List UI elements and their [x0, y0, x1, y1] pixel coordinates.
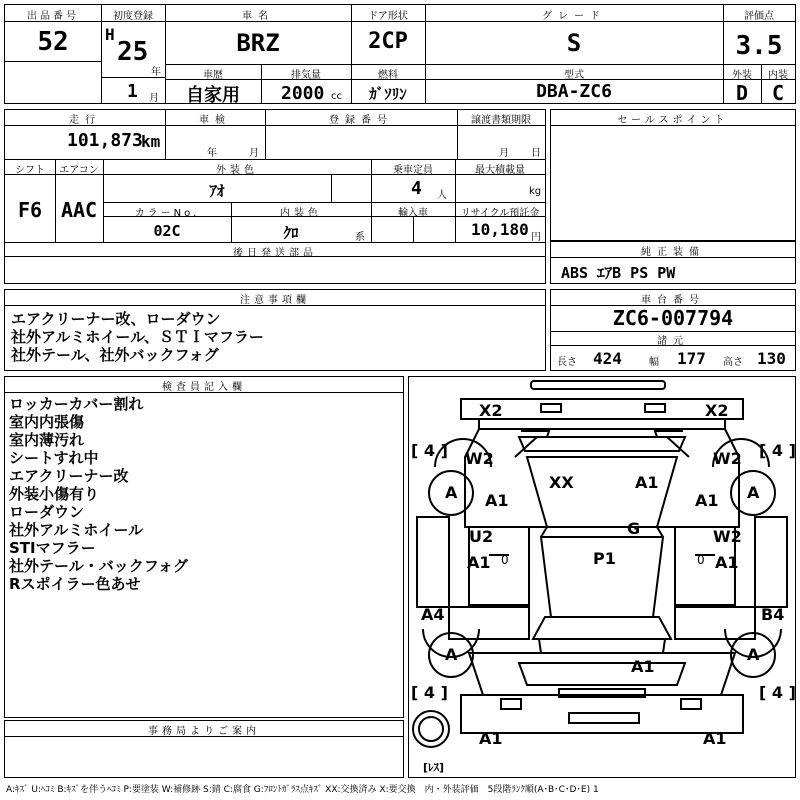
door-type: 2CP	[368, 29, 408, 54]
sales-points-box	[550, 109, 796, 241]
inspector-label: 検査員記入欄	[162, 382, 246, 393]
tire-depth-rr: [ 4 ]	[759, 683, 796, 702]
mark-wheel-fl: A	[445, 483, 458, 502]
inspector-box	[4, 376, 404, 718]
grade: S	[566, 29, 582, 57]
mark-a1-rear-right: A1	[703, 729, 727, 748]
mark-a1-rear-left: A1	[479, 729, 503, 748]
mark-wheel-rl: A	[445, 645, 458, 664]
tire-depth-fr: [ 4 ]	[759, 441, 796, 460]
transfer-label: 譲渡書類期限	[471, 115, 531, 126]
first-reg-month: 1	[127, 81, 138, 102]
inspector-line: 社外テール・バックフォグ	[9, 557, 188, 575]
ac-label: エアコン	[59, 165, 99, 176]
interior-color-unit: 系	[355, 232, 365, 243]
shift-label: シフト	[15, 165, 45, 176]
interior-color-label: 内装色	[280, 208, 322, 219]
load-label: 最大積載量	[475, 165, 525, 176]
mark-zero-left: 0	[501, 553, 509, 567]
mark-w2-rdoor: W2	[713, 527, 742, 546]
recycle-label: リサイクル預託金	[460, 208, 540, 219]
mark-a1-fl: A1	[485, 491, 509, 510]
later-parts-label: 後日発送部品	[233, 248, 317, 259]
mark-wheel-rr: A	[747, 645, 760, 664]
inspector-line: STIマフラー	[9, 539, 96, 557]
first-reg-year: 25	[117, 37, 149, 67]
chassis-box	[550, 289, 796, 371]
mark-w2-fl: W2	[465, 449, 494, 468]
ac: AAC	[60, 198, 98, 222]
transfer-day-unit: 日	[531, 148, 541, 159]
lot-no: 52	[37, 27, 69, 57]
capacity: 4	[411, 178, 422, 199]
car-name: BRZ	[236, 29, 280, 57]
mark-b4-right: B4	[761, 605, 785, 624]
mark-p1-roof: P1	[593, 549, 616, 568]
length: 424	[593, 349, 622, 368]
score-label: 評価点	[744, 11, 774, 22]
recycle-unit: 円	[531, 232, 541, 243]
inspector-line: 社外アルミホイール	[9, 521, 144, 539]
note-line: エアクリーナー改、ローダウン	[11, 310, 221, 328]
import-label: 輸入車	[398, 208, 428, 219]
mark-xx-hood: XX	[549, 473, 574, 492]
capacity-unit: 人	[437, 190, 447, 201]
mark-a1-ldoor: A1	[467, 553, 491, 572]
equipment: ABS ｴｱB PS PW	[561, 264, 676, 282]
color: ｱｵ	[209, 182, 225, 200]
mark-a1-trunk: A1	[631, 657, 655, 676]
height: 130	[757, 349, 786, 368]
note-line: 社外アルミホイール、ＳＴＩマフラー	[11, 328, 264, 346]
inspection-label: 車検	[199, 115, 231, 126]
int-score: C	[771, 81, 785, 105]
color-label: 外装色	[216, 165, 258, 176]
shift: F6	[17, 198, 43, 222]
mark-a1-rdoor: A1	[715, 553, 739, 572]
height-label: 高さ	[723, 357, 743, 368]
interior-color: ｸﾛ	[283, 224, 299, 242]
mileage-label: 走行	[69, 115, 101, 126]
mark-a1-hood: A1	[635, 473, 659, 492]
inspector-line: ローダウン	[9, 503, 85, 521]
tire-depth-rl: [ 4 ]	[411, 683, 448, 702]
inspector-line: 室内内張傷	[9, 413, 85, 431]
inspector-line: ロッカーカバー割れ	[9, 395, 144, 413]
inspector-line: Rスポイラー色あせ	[9, 575, 141, 593]
mark-g-windshield: G	[627, 519, 641, 538]
color-no: 02C	[153, 222, 181, 240]
month-unit: 月	[149, 93, 159, 104]
displacement-unit: cc	[331, 91, 342, 102]
notes-label: 注意事項欄	[240, 295, 310, 306]
door-label: ドア形状	[368, 11, 408, 22]
mark-u2-ldoor: U2	[469, 527, 494, 546]
inspection-year-unit: 年	[207, 148, 217, 159]
plate-label: 登録番号	[329, 115, 393, 126]
office-label: 事務局よりご案内	[148, 726, 260, 737]
first-reg-era: H	[105, 25, 115, 44]
model: DBA-ZC6	[536, 81, 612, 102]
mileage-unit: km	[141, 132, 161, 151]
length-label: 長さ	[557, 357, 577, 368]
mark-x2-left: X2	[479, 401, 503, 420]
mark-x2-right: X2	[705, 401, 729, 420]
history-label: 車歴	[203, 70, 223, 81]
color-no-label: カラーNo.	[134, 208, 200, 219]
car-name-label: 車名	[242, 11, 274, 22]
equipment-box	[550, 241, 796, 284]
recycle: 10,180	[471, 220, 529, 239]
chassis-number: ZC6-007794	[612, 306, 734, 330]
grade-label: グレード	[542, 11, 606, 22]
car-outline	[409, 377, 795, 777]
score: 3.5	[735, 31, 783, 61]
inspector-line: 室内薄汚れ	[9, 431, 85, 449]
car-diagram	[408, 376, 796, 778]
spare-tire-label: [ﾚｽ]	[423, 761, 445, 774]
displacement-label: 排気量	[291, 70, 321, 81]
fuel-label: 燃料	[378, 70, 398, 81]
model-label: 型式	[564, 70, 584, 81]
capacity-label: 乗車定員	[393, 165, 433, 176]
mark-a4-left: A4	[421, 605, 445, 624]
inspection-month-unit: 月	[249, 148, 259, 159]
sales-points-label: セールスポイント	[617, 115, 729, 126]
history: 自家用	[186, 85, 240, 106]
first-reg-label: 初度登録	[113, 11, 153, 22]
year-unit: 年	[151, 67, 161, 78]
tire-depth-fl: [ 4 ]	[411, 441, 448, 460]
spec-label: 諸元	[657, 336, 689, 347]
mark-wheel-fr: A	[747, 483, 760, 502]
width-label: 幅	[649, 357, 659, 368]
load-unit: kg	[529, 186, 542, 197]
mark-zero-right: 0	[697, 553, 705, 567]
header-block	[4, 4, 796, 104]
lot-no-label: 出品番号	[27, 11, 79, 22]
inspector-line: シートすれ中	[9, 449, 99, 467]
displacement: 2000	[281, 83, 325, 104]
ext-score: D	[735, 81, 749, 105]
int-label: 内装	[768, 70, 788, 81]
notes-box	[4, 289, 546, 371]
mark-a1-fr: A1	[695, 491, 719, 510]
equipment-label: 純正装備	[641, 247, 705, 258]
transfer-month-unit: 月	[499, 148, 509, 159]
details-block	[4, 109, 546, 284]
legend-text: A:ｷｽﾞ U:ﾍｺﾐ B:ｷｽﾞを伴うﾍｺﾐ P:要塗装 W:補修跡 S:錆 C:腐食 G:ﾌﾛﾝﾄｶﾞﾗｽ点ｷｽﾞ XX:交換済み X:要交換 内・外装評価 5段階ﾗﾝｸ順(A･B･C･D･E) 1	[6, 785, 599, 795]
width: 177	[677, 349, 706, 368]
ext-label: 外装	[732, 70, 752, 81]
mileage: 101,873	[67, 130, 143, 151]
mark-w2-fr: W2	[713, 449, 742, 468]
office-box	[4, 720, 404, 778]
note-line: 社外テール、社外バックフォグ	[11, 346, 219, 364]
inspector-line: エアクリーナー改	[9, 467, 129, 485]
chassis-label: 車台番号	[641, 295, 705, 306]
inspector-line: 外装小傷有り	[9, 485, 100, 503]
fuel: ｶﾞｿﾘﾝ	[369, 85, 407, 103]
